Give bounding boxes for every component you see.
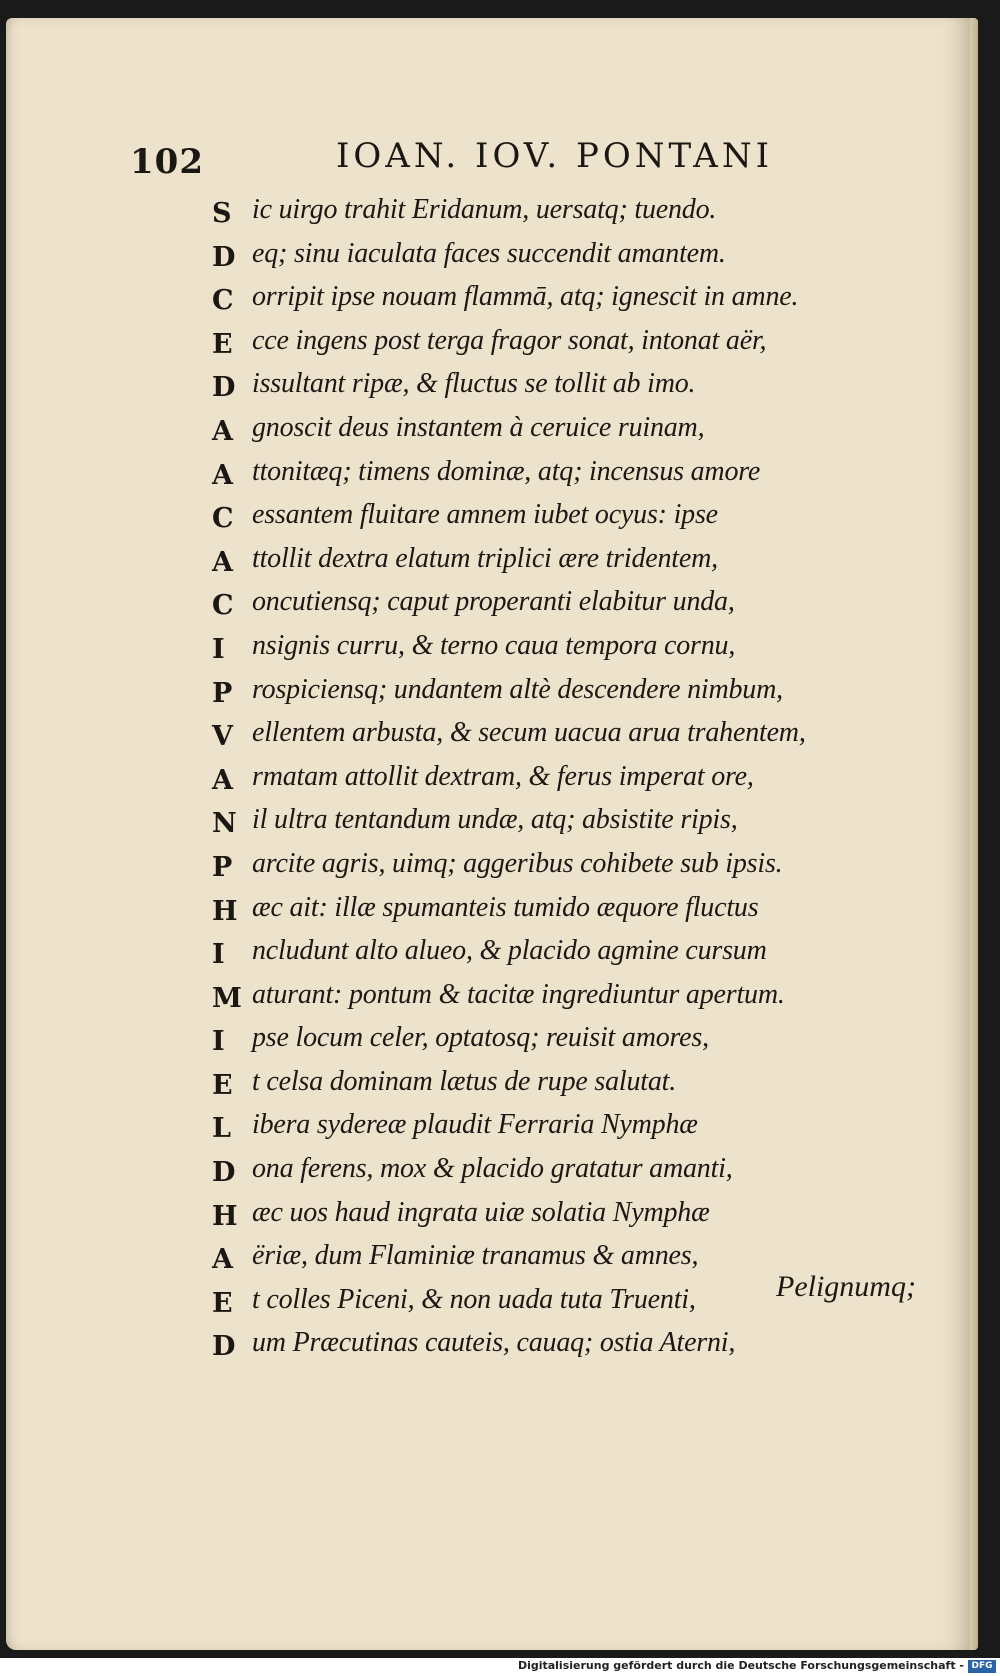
page-edge — [970, 18, 978, 1650]
verse-line — [212, 975, 932, 1019]
verse-initial: E — [212, 1287, 233, 1319]
verse-line — [212, 1105, 932, 1149]
verse-initial: A — [212, 459, 233, 491]
verse-text: rmatam attollit dextram, & ferus imperat ore, — [252, 760, 754, 792]
verse-text: pse locum celer, optatosq; reuisit amores, — [252, 1022, 709, 1054]
verse-text: ellentem arbusta, & secum uacua arua trahentem, — [252, 717, 806, 749]
verse-text: aturant: pontum & tacitæ ingrediuntur apertum. — [252, 978, 785, 1010]
verse-line — [212, 495, 932, 539]
verse-initial: E — [212, 1069, 233, 1101]
verse-initial: P — [212, 677, 233, 709]
verse-line — [212, 1323, 932, 1367]
verse-line — [212, 1062, 932, 1106]
verse-line — [212, 321, 932, 365]
footer-credit: Digitalisierung gefördert durch die Deutsche Forschungsgemeinschaft - — [517, 1659, 964, 1672]
verse-initial: A — [212, 415, 233, 447]
verse-text: ibera sydereæ plaudit Ferraria Nymphæ — [252, 1109, 698, 1141]
verse-initial: A — [212, 546, 233, 578]
digitization-footer — [0, 1658, 1000, 1676]
verse-text: eq; sinu iaculata faces succendit amantem. — [252, 237, 726, 269]
verse-text: ncludunt alto alueo, & placido agmine cursum — [252, 935, 767, 967]
verse-text: æc uos haud ingrata uiæ solatia Nymphæ — [252, 1196, 710, 1228]
verse-text: ona ferens, mox & placido gratatur amanti, — [252, 1153, 733, 1185]
verse-block — [212, 190, 932, 1367]
verse-line — [212, 844, 932, 888]
verse-text: ic uirgo trahit Eridanum, uersatq; tuendo. — [252, 194, 717, 225]
verse-text: gnoscit deus instantem à ceruice ruinam, — [252, 411, 705, 443]
verse-line — [212, 931, 932, 975]
verse-initial: C — [212, 285, 234, 317]
verse-text: um Præcutinas cauteis, cauaq; ostia Aterni, — [252, 1327, 736, 1359]
verse-text: arcite agris, uimq; aggeribus cohibete sub ipsis. — [252, 847, 783, 879]
verse-line — [212, 757, 932, 801]
verse-line — [212, 234, 932, 278]
verse-line — [212, 626, 932, 670]
verse-initial: L — [212, 1113, 231, 1145]
verse-line — [212, 452, 932, 496]
verse-text: nsignis curru, & terno caua tempora cornu, — [252, 629, 736, 661]
verse-text: issultant ripæ, & fluctus se tollit ab imo. — [252, 368, 696, 400]
verse-initial: H — [212, 895, 238, 927]
verse-text: orripit ipse nouam flammā, atq; ignescit in amne. — [252, 281, 799, 313]
verse-line — [212, 364, 932, 408]
verse-initial: A — [212, 1244, 233, 1276]
verse-text: æc ait: illæ spumanteis tumido æquore fluctus — [252, 891, 759, 923]
dfg-logo-icon: DFG — [968, 1660, 996, 1673]
verse-initial: D — [212, 241, 236, 273]
verse-line — [212, 277, 932, 321]
verse-initial: D — [212, 1157, 236, 1189]
verse-line — [212, 1149, 932, 1193]
verse-initial: E — [212, 328, 233, 360]
verse-line — [212, 1193, 932, 1237]
verse-initial: S — [212, 198, 232, 229]
verse-initial: D — [212, 372, 236, 404]
verse-initial: N — [212, 808, 237, 840]
verse-line — [212, 1018, 932, 1062]
verse-initial: H — [212, 1200, 238, 1232]
verse-text: ttollit dextra elatum triplici ære tridentem, — [252, 542, 718, 574]
verse-text: oncutiensq; caput properanti elabitur unda, — [252, 586, 735, 618]
verse-initial: V — [212, 721, 233, 753]
verse-line — [212, 713, 932, 757]
verse-initial: A — [212, 764, 233, 796]
verse-initial: I — [212, 1026, 225, 1058]
catchword: Pelignumq; — [776, 1270, 916, 1303]
verse-initial: C — [212, 503, 234, 535]
verse-text: rospiciensq; undantem altè descendere nimbum, — [252, 673, 783, 705]
verse-text: ëriæ, dum Flaminiæ tranamus & amnes, — [252, 1240, 699, 1272]
verse-initial: P — [212, 851, 233, 883]
page-number: 102 — [130, 142, 204, 182]
verse-text: il ultra tentandum undæ, atq; absistite ripis, — [252, 804, 738, 836]
verse-initial: D — [212, 1331, 236, 1363]
verse-line — [212, 582, 932, 626]
verse-text: t celsa dominam lætus de rupe salutat. — [252, 1065, 677, 1097]
verse-line — [212, 539, 932, 583]
verse-line — [212, 670, 932, 714]
verse-text: cce ingens post terga fragor sonat, intonat aër, — [252, 324, 767, 356]
running-head: IOAN. IOV. PONTANI — [336, 136, 774, 176]
verse-line — [212, 800, 932, 844]
verse-initial: I — [212, 633, 225, 665]
verse-line — [212, 408, 932, 452]
book-page — [6, 18, 978, 1650]
page-header — [6, 136, 978, 186]
verse-initial: C — [212, 590, 234, 622]
verse-text: essantem fluitare amnem iubet ocyus: ipse — [252, 499, 718, 531]
verse-initial: I — [212, 939, 225, 971]
verse-text: ttonitæq; timens dominæ, atq; incensus amore — [252, 455, 761, 487]
verse-line — [212, 190, 932, 234]
verse-text: t colles Piceni, & non uada tuta Truenti, — [252, 1283, 696, 1315]
verse-line — [212, 888, 932, 932]
verse-initial: M — [212, 982, 242, 1014]
